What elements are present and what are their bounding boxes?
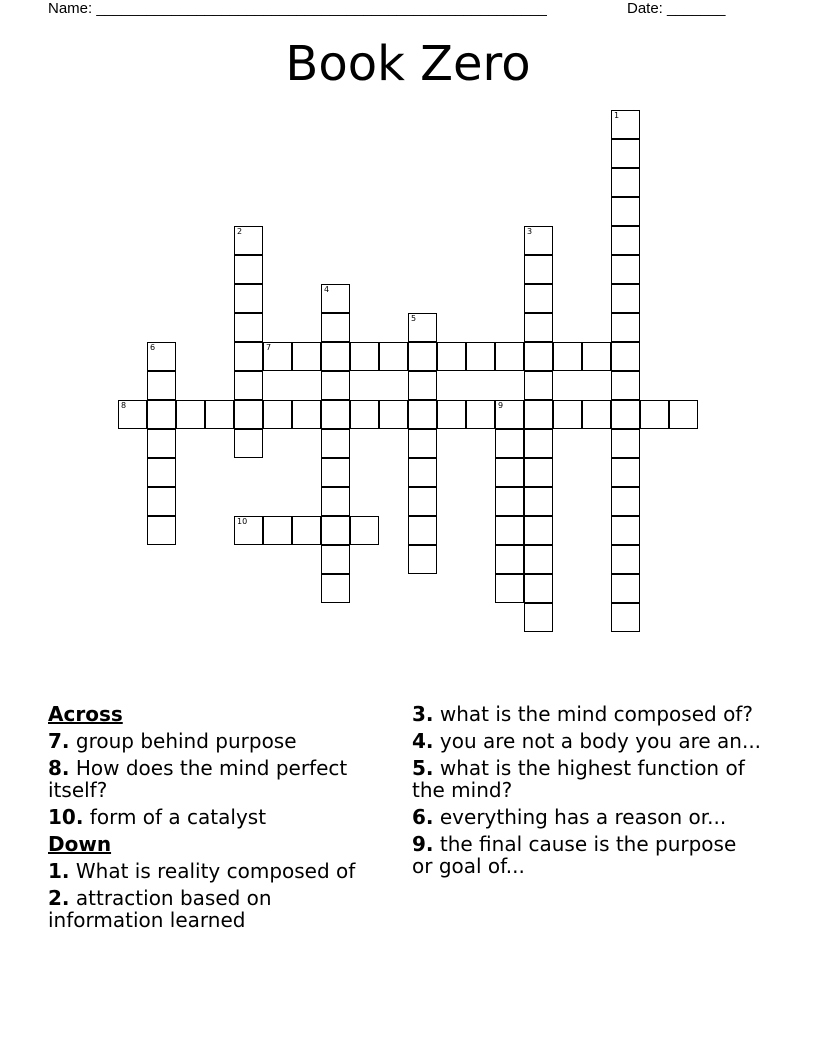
grid-cell[interactable] (234, 313, 263, 342)
cell-number: 1 (614, 111, 620, 120)
clues-column-right (412, 703, 762, 882)
grid-cell[interactable] (292, 400, 321, 429)
clue-down-9 (412, 833, 762, 877)
clue-down-2 (48, 887, 378, 931)
grid-cell[interactable] (321, 574, 350, 603)
clue-number: 2. (48, 886, 70, 910)
grid-cell[interactable] (495, 400, 524, 429)
clue-number: 7. (48, 729, 70, 753)
grid-cell[interactable] (611, 139, 640, 168)
clue-text: the final cause is the purpose or goal of... (412, 832, 737, 878)
grid-cell[interactable] (611, 313, 640, 342)
grid-cell[interactable] (350, 400, 379, 429)
grid-cell[interactable] (640, 400, 669, 429)
grid-cell[interactable] (611, 458, 640, 487)
grid-cell[interactable] (582, 400, 611, 429)
grid-cell[interactable] (147, 400, 176, 429)
grid-cell[interactable] (611, 516, 640, 545)
grid-cell[interactable] (350, 516, 379, 545)
grid-cell[interactable] (321, 516, 350, 545)
grid-cell[interactable] (524, 400, 553, 429)
clue-number: 9. (412, 832, 434, 856)
clue-down-3 (412, 703, 762, 725)
grid-cell[interactable] (495, 487, 524, 516)
grid-cell[interactable] (437, 342, 466, 371)
grid-cell[interactable] (611, 284, 640, 313)
grid-cell[interactable] (147, 487, 176, 516)
grid-cell[interactable] (292, 516, 321, 545)
grid-cell[interactable] (524, 516, 553, 545)
grid-cell[interactable] (611, 545, 640, 574)
grid-cell[interactable] (379, 342, 408, 371)
cell-number: 8 (121, 401, 127, 410)
grid-cell[interactable] (524, 371, 553, 400)
grid-cell[interactable] (611, 429, 640, 458)
grid-cell[interactable] (611, 226, 640, 255)
grid-cell[interactable] (611, 574, 640, 603)
grid-cell[interactable] (350, 342, 379, 371)
grid-cell[interactable] (524, 545, 553, 574)
grid-cell[interactable] (611, 168, 640, 197)
grid-cell[interactable] (321, 371, 350, 400)
grid-cell[interactable] (408, 487, 437, 516)
clue-number: 3. (412, 702, 434, 726)
grid-cell[interactable] (263, 400, 292, 429)
grid-cell[interactable] (524, 313, 553, 342)
grid-cell[interactable] (321, 313, 350, 342)
clues-column-left (48, 703, 378, 936)
grid-cell[interactable] (611, 342, 640, 371)
grid-cell[interactable] (321, 545, 350, 574)
grid-cell[interactable] (234, 400, 263, 429)
grid-cell[interactable] (321, 284, 350, 313)
grid-cell[interactable] (524, 458, 553, 487)
grid-cell[interactable] (611, 197, 640, 226)
grid-cell[interactable] (524, 429, 553, 458)
grid-cell[interactable] (234, 255, 263, 284)
grid-cell[interactable] (611, 371, 640, 400)
clue-text: What is reality composed of (75, 859, 356, 883)
clue-text: form of a catalyst (89, 805, 267, 829)
cell-number: 4 (324, 285, 330, 294)
grid-cell[interactable] (234, 429, 263, 458)
grid-cell[interactable] (524, 342, 553, 371)
grid-cell[interactable] (408, 400, 437, 429)
clue-text: everything has a reason or... (439, 805, 727, 829)
grid-cell[interactable] (466, 342, 495, 371)
grid-cell[interactable] (321, 342, 350, 371)
grid-cell[interactable] (553, 342, 582, 371)
clue-number: 4. (412, 729, 434, 753)
grid-cell[interactable] (176, 400, 205, 429)
clue-number: 8. (48, 756, 70, 780)
clue-text: what is the highest function of the mind? (412, 756, 745, 802)
cell-number: 5 (411, 314, 417, 323)
grid-cell[interactable] (408, 371, 437, 400)
grid-cell[interactable] (234, 371, 263, 400)
grid-cell[interactable] (524, 255, 553, 284)
grid-cell[interactable] (408, 458, 437, 487)
grid-cell[interactable] (408, 313, 437, 342)
across-heading: Across (48, 702, 123, 726)
grid-cell[interactable] (234, 516, 263, 545)
grid-cell[interactable] (495, 516, 524, 545)
grid-cell[interactable] (263, 342, 292, 371)
grid-cell[interactable] (147, 342, 176, 371)
grid-cell[interactable] (408, 545, 437, 574)
grid-cell[interactable] (321, 458, 350, 487)
clue-across-10 (48, 806, 378, 828)
grid-cell[interactable] (553, 400, 582, 429)
grid-cell[interactable] (147, 429, 176, 458)
puzzle-title: Book Zero (285, 36, 531, 92)
grid-cell[interactable] (408, 429, 437, 458)
cell-number: 2 (237, 227, 243, 236)
grid-cell[interactable] (147, 371, 176, 400)
grid-cell[interactable] (466, 400, 495, 429)
cell-number: 10 (237, 517, 248, 526)
cell-number: 9 (498, 401, 504, 410)
grid-cell[interactable] (524, 226, 553, 255)
grid-cell[interactable] (379, 400, 408, 429)
clue-number: 10. (48, 805, 84, 829)
cell-number: 7 (266, 343, 272, 352)
grid-cell[interactable] (147, 516, 176, 545)
grid-cell[interactable] (611, 110, 640, 139)
grid-cell[interactable] (321, 487, 350, 516)
grid-cell[interactable] (669, 400, 698, 429)
cell-number: 6 (150, 343, 156, 352)
grid-cell[interactable] (118, 400, 147, 429)
grid-cell[interactable] (611, 255, 640, 284)
grid-cell[interactable] (582, 342, 611, 371)
grid-cell[interactable] (205, 400, 234, 429)
grid-cell[interactable] (234, 284, 263, 313)
grid-cell[interactable] (524, 574, 553, 603)
down-heading: Down (48, 832, 112, 856)
grid-cell[interactable] (437, 400, 466, 429)
grid-cell[interactable] (408, 516, 437, 545)
grid-cell[interactable] (611, 400, 640, 429)
clue-number: 6. (412, 805, 434, 829)
grid-cell[interactable] (292, 342, 321, 371)
clue-text: attraction based on information learned (48, 886, 272, 932)
grid-cell[interactable] (321, 400, 350, 429)
clue-down-5 (412, 757, 762, 801)
grid-cell[interactable] (234, 226, 263, 255)
clue-across-8 (48, 757, 378, 801)
grid-cell[interactable] (611, 603, 640, 632)
clue-number: 5. (412, 756, 434, 780)
grid-cell[interactable] (495, 458, 524, 487)
grid-cell[interactable] (234, 342, 263, 371)
clue-down-4 (412, 730, 762, 752)
grid-cell[interactable] (495, 429, 524, 458)
clue-text: what is the mind composed of? (439, 702, 753, 726)
grid-cell[interactable] (495, 574, 524, 603)
grid-cell[interactable] (524, 284, 553, 313)
clue-number: 1. (48, 859, 70, 883)
clue-down-6 (412, 806, 762, 828)
grid-cell[interactable] (408, 342, 437, 371)
grid-cell[interactable] (495, 545, 524, 574)
grid-cell[interactable] (524, 603, 553, 632)
cell-number: 3 (527, 227, 533, 236)
grid-cell[interactable] (321, 429, 350, 458)
clue-across-7 (48, 730, 378, 752)
grid-cell[interactable] (524, 487, 553, 516)
date-field-label: Date: _______ (627, 0, 726, 17)
grid-cell[interactable] (495, 342, 524, 371)
clue-text: group behind purpose (75, 729, 297, 753)
clue-text: How does the mind perfect itself? (48, 756, 348, 802)
name-field-label: Name: ______________________________________________________ (48, 0, 547, 17)
grid-cell[interactable] (263, 516, 292, 545)
grid-cell[interactable] (147, 458, 176, 487)
clue-text: you are not a body you are an... (439, 729, 762, 753)
clue-down-1 (48, 860, 378, 882)
grid-cell[interactable] (611, 487, 640, 516)
